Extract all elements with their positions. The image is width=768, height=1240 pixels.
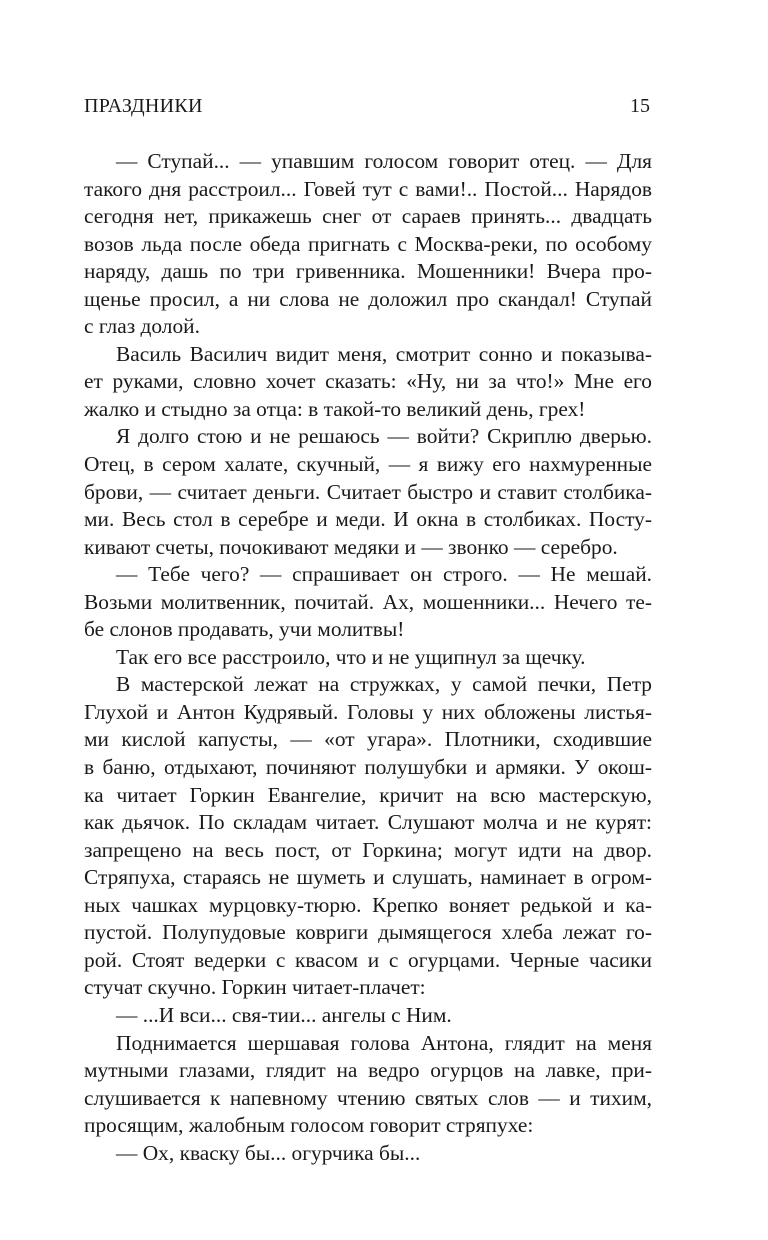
text-line: слушивается к напевному чтению святых слов — и тихим, xyxy=(84,1085,652,1110)
text-line: Василь Василич видит меня, смотрит сонно и показыва- xyxy=(116,341,652,366)
text-line: Глухой и Антон Кудрявый. Головы у них обложены листья- xyxy=(84,699,652,724)
text-line: Поднимается шершавая голова Антона, глядит на меня xyxy=(116,1030,652,1055)
text-line: Я долго стою и не решаюсь — войти? Скриплю дверью. xyxy=(116,424,652,449)
text-line: В мастерской лежат на стружках, у самой печки, Петр xyxy=(116,672,652,697)
text-line: мутными глазами, глядит на ведро огурцов на лавке, при- xyxy=(84,1058,652,1083)
page-number: 15 xyxy=(630,95,650,117)
text-line: рой. Стоят ведерки с квасом и с огурцами. Черные часики xyxy=(84,947,652,972)
text-line: ных чашках мурцовку-тюрю. Крепко воняет редькой и ка- xyxy=(84,892,652,917)
text-line: запрещено на весь пост, от Горкина; могут идти на двор. xyxy=(84,837,652,862)
body-text xyxy=(84,148,652,1167)
text-line: такого дня расстроил... Говей тут с вами!.. Постой... Нарядов xyxy=(84,176,652,201)
text-line: кивают счеты, почокивают медяки и — звонко — серебро. xyxy=(84,534,618,559)
text-line: просящим, жалобным голосом говорит стряпухе: xyxy=(84,1113,534,1138)
text-line: пустой. Полупудовые ковриги дымящегося хлеба лежат го- xyxy=(84,920,652,945)
text-line: — Ступай... — упавшим голосом говорит отец. — Для xyxy=(116,149,652,173)
text-line: сегодня нет, прикажешь снег от сараев принять... двадцать xyxy=(84,204,652,229)
text-line: — Тебе чего? — спрашивает он строго. — Не мешай. xyxy=(116,562,652,587)
text-line: возов льда после обеда пригнать с Москва-реки, по особому xyxy=(84,231,652,256)
text-line: ка читает Горкин Евангелие, кричит на всю мастерскую, xyxy=(84,782,652,807)
text-line: в баню, отдыхают, починяют полушубки и армяки. У окош- xyxy=(84,755,652,780)
text-line: жалко и стыдно за отца: в такой-то великий день, грех! xyxy=(84,396,586,421)
text-line: Возьми молитвенник, почитай. Ах, мошенники... Нечего те- xyxy=(84,589,652,614)
text-line: брови, — считает деньги. Считает быстро и ставит столбика- xyxy=(84,479,652,504)
text-line: Стряпуха, стараясь не шуметь и слушать, наминает в огром- xyxy=(84,865,652,890)
text-line: как дьячок. По складам читает. Слушают молча и не курят: xyxy=(84,810,652,835)
text-line: щенье просил, а ни слова не доложил про скандал! Ступай xyxy=(84,286,652,311)
text-line: ми. Весь стол в серебре и меди. И окна в столбиках. Посту- xyxy=(84,507,652,532)
text-line: Так его все расстроило, что и не ущипнул за щечку. xyxy=(116,644,586,669)
text-line: ет руками, словно хочет сказать: «Ну, ни за что!» Мне его xyxy=(84,369,652,394)
text-line: — Ох, кваску бы... огурчика бы... xyxy=(116,1140,421,1165)
text-line: стучат скучно. Горкин читает-плачет: xyxy=(84,975,426,1000)
text-line: — ...И вси... свя-тии... ангелы с Ним. xyxy=(116,1002,452,1027)
text-line: ми кислой капусты, — «от угара». Плотники, сходившие xyxy=(84,727,652,752)
text-line: наряду, дашь по три гривенника. Мошенники! Вчера про- xyxy=(84,259,652,284)
text-line: Отец, в сером халате, скучный, — я вижу его нахмуренные xyxy=(84,452,652,477)
text-line: с глаз долой. xyxy=(84,314,200,339)
running-head: ПРАЗДНИКИ xyxy=(84,95,203,117)
text-line: бе слонов продавать, учи молитвы! xyxy=(84,617,405,642)
